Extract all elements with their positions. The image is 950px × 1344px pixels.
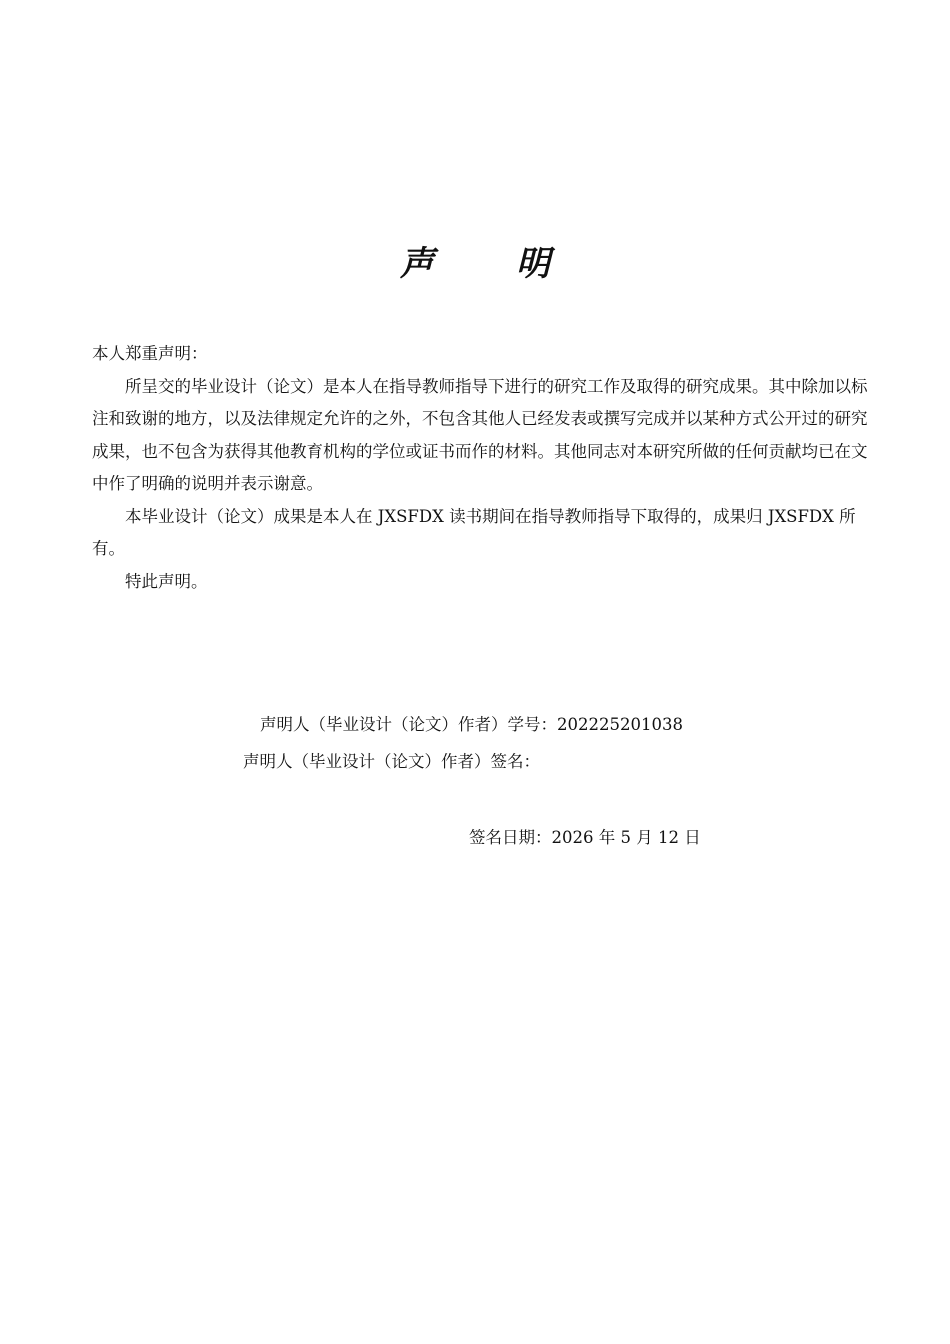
title-char-2: 明 xyxy=(516,244,550,284)
closing-statement: 特此声明。 xyxy=(125,571,208,591)
paragraph-ownership: 本毕业设计（论文）成果是本人在 JXSFDX 读书期间在指导教师指导下取得的，成果归 JXSFDX 所有。 xyxy=(92,506,856,558)
signature-date-label: 签名日期： xyxy=(469,828,552,847)
signature-name-label: 声明人（毕业设计（论文）作者）签名： xyxy=(243,752,540,771)
signature-student-id-line xyxy=(260,709,683,742)
signature-date-value: 2026 年 5 月 12 日 xyxy=(551,828,701,847)
student-id-value: 202225201038 xyxy=(557,715,683,734)
student-id-label: 声明人（毕业设计（论文）作者）学号： xyxy=(260,715,557,734)
declaration-body xyxy=(92,338,872,598)
signature-name-line xyxy=(243,746,540,779)
title-char-1: 声 xyxy=(400,244,434,284)
paragraph-originality: 所呈交的毕业设计（论文）是本人在指导教师指导下进行的研究工作及取得的研究成果。其中除加以标注和致谢的地方，以及法律规定允许的之外，不包含其他人已经发表或撰写完成并以某种方式公开过的研究成果，也不包含为获得其他教育机构的学位或证书而作的材料。其他同志对本研究所做的任何贡献均已在文中作了明确的说明并表示谢意。 xyxy=(92,376,868,493)
page-title xyxy=(0,236,950,285)
salutation: 本人郑重声明： xyxy=(92,344,208,363)
signature-date-line xyxy=(469,822,701,855)
